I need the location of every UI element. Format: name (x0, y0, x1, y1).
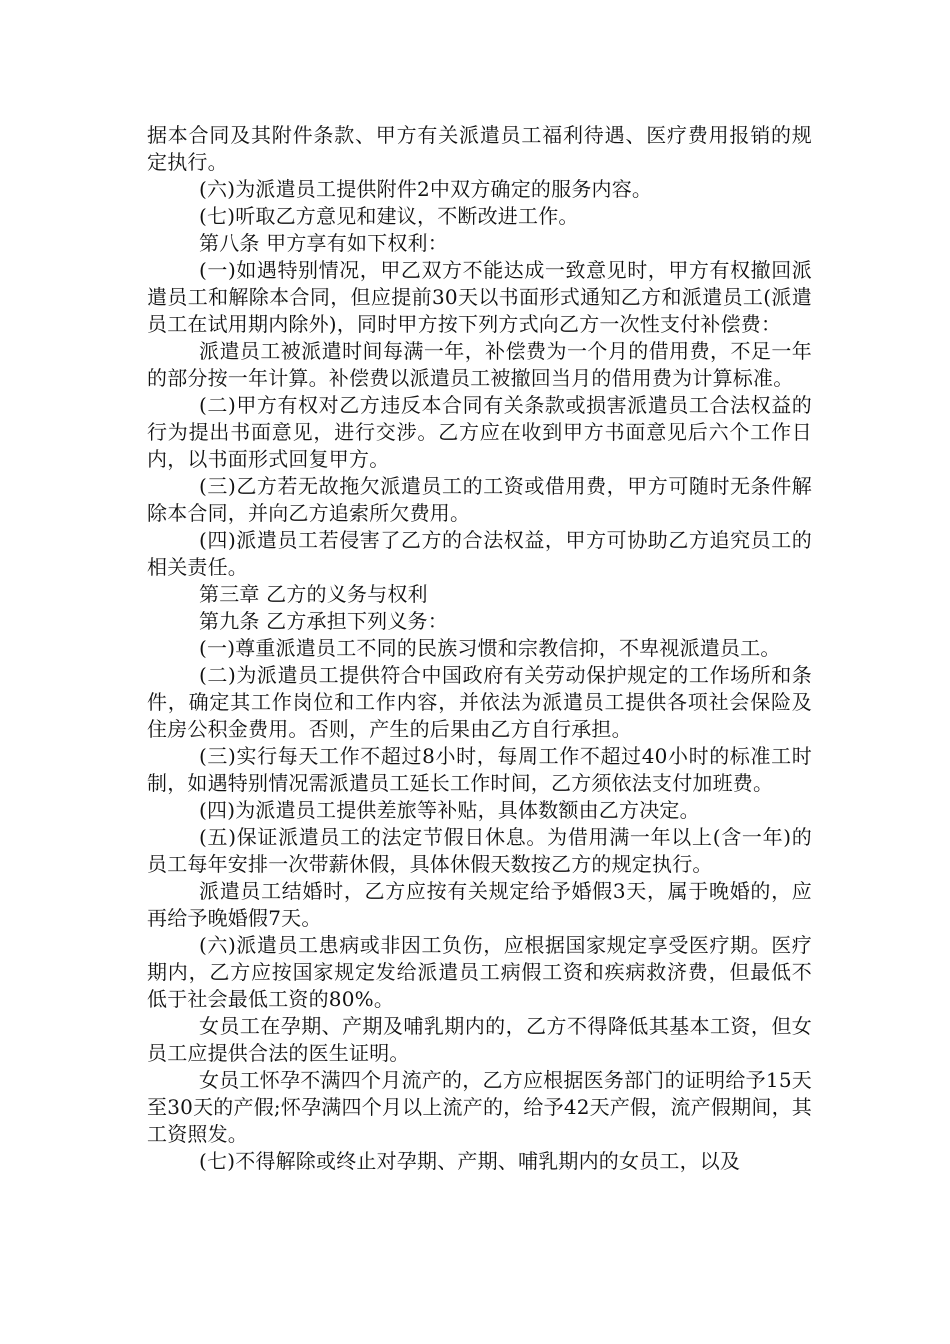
paragraph-article-9-item-6: (六)派遣员工患病或非因工负伤，应根据国家规定享受医疗期。医疗期内，乙方应按国家规定发给派遣员工病假工资和疾病救济费，但最低不低于社会最低工资的80%。 (147, 933, 812, 1011)
document-body (147, 122, 812, 1175)
paragraph-article-8-item-4: (四)派遣员工若侵害了乙方的合法权益，甲方可协助乙方追究员工的相关责任。 (147, 528, 812, 579)
paragraph-marriage-leave: 派遣员工结婚时，乙方应按有关规定给予婚假3天，属于晚婚的，应再给予晚婚假7天。 (147, 879, 812, 930)
paragraph-item-7-suggestions: (七)听取乙方意见和建议，不断改进工作。 (199, 204, 579, 228)
paragraph-article-8-item-1: (一)如遇特别情况，甲乙双方不能达成一致意见时，甲方有权撤回派遣员工和解除本合同，但应提前30天以书面形式通知乙方和派遣员工(派遣员工在试用期内除外)，同时甲方按下列方式向乙方一次性支付补偿费： (147, 258, 812, 336)
paragraph-article-8-item-2: (二)甲方有权对乙方违反本合同有关条款或损害派遣员工合法权益的行为提出书面意见，进行交涉。乙方应在收到甲方书面意见后六个工作日内，以书面形式回复甲方。 (147, 393, 812, 471)
paragraph-article-9-item-1: (一)尊重派遣员工不同的民族习惯和宗教信抑，不卑视派遣员工。 (199, 636, 781, 660)
paragraph-article-9-item-4: (四)为派遣员工提供差旅等补贴，具体数额由乙方决定。 (199, 798, 700, 822)
paragraph-article-8-item-3: (三)乙方若无故拖欠派遣员工的工资或借用费，甲方可随时无条件解除本合同，并向乙方追索所欠费用。 (147, 474, 812, 525)
paragraph-article-9-item-2: (二)为派遣员工提供符合中国政府有关劳动保护规定的工作场所和条件，确定其工作岗位和工作内容，并依法为派遣员工提供各项社会保险及住房公积金费用。否则，产生的后果由乙方自行承担。 (147, 663, 812, 741)
paragraph-compensation-rule: 派遣员工被派遣时间每满一年，补偿费为一个月的借用费，不足一年的部分按一年计算。补偿费以派遣员工被撤回当月的借用费为计算标准。 (147, 339, 812, 390)
paragraph-female-staff-pregnancy: 女员工在孕期、产期及哺乳期内的，乙方不得降低其基本工资，但女员工应提供合法的医生证明。 (147, 1014, 812, 1065)
paragraph-continuation: 据本合同及其附件条款、甲方有关派遣员工福利待遇、医疗费用报销的规定执行。 (147, 123, 812, 174)
paragraph-item-6-service: (六)为派遣员工提供附件2中双方确定的服务内容。 (199, 177, 653, 201)
article-9-heading: 第九条 乙方承担下列义务： (199, 609, 448, 633)
paragraph-article-9-item-7: (七)不得解除或终止对孕期、产期、哺乳期内的女员工，以及 (199, 1149, 741, 1173)
chapter-3-heading: 第三章 乙方的义务与权利 (199, 582, 428, 606)
paragraph-miscarriage-leave: 女员工怀孕不满四个月流产的，乙方应根据医务部门的证明给予15天至30天的产假;怀孕满四个月以上流产的，给予42天产假，流产假期间，其工资照发。 (147, 1068, 812, 1146)
paragraph-article-9-item-5: (五)保证派遣员工的法定节假日休息。为借用满一年以上(含一年)的员工每年安排一次带薪休假，具体休假天数按乙方的规定执行。 (147, 825, 812, 876)
paragraph-article-9-item-3: (三)实行每天工作不超过8小时，每周工作不超过40小时的标准工时制，如遇特别情况需派遣员工延长工作时间，乙方须依法支付加班费。 (147, 744, 812, 795)
article-8-heading: 第八条 甲方享有如下权利： (199, 231, 448, 255)
